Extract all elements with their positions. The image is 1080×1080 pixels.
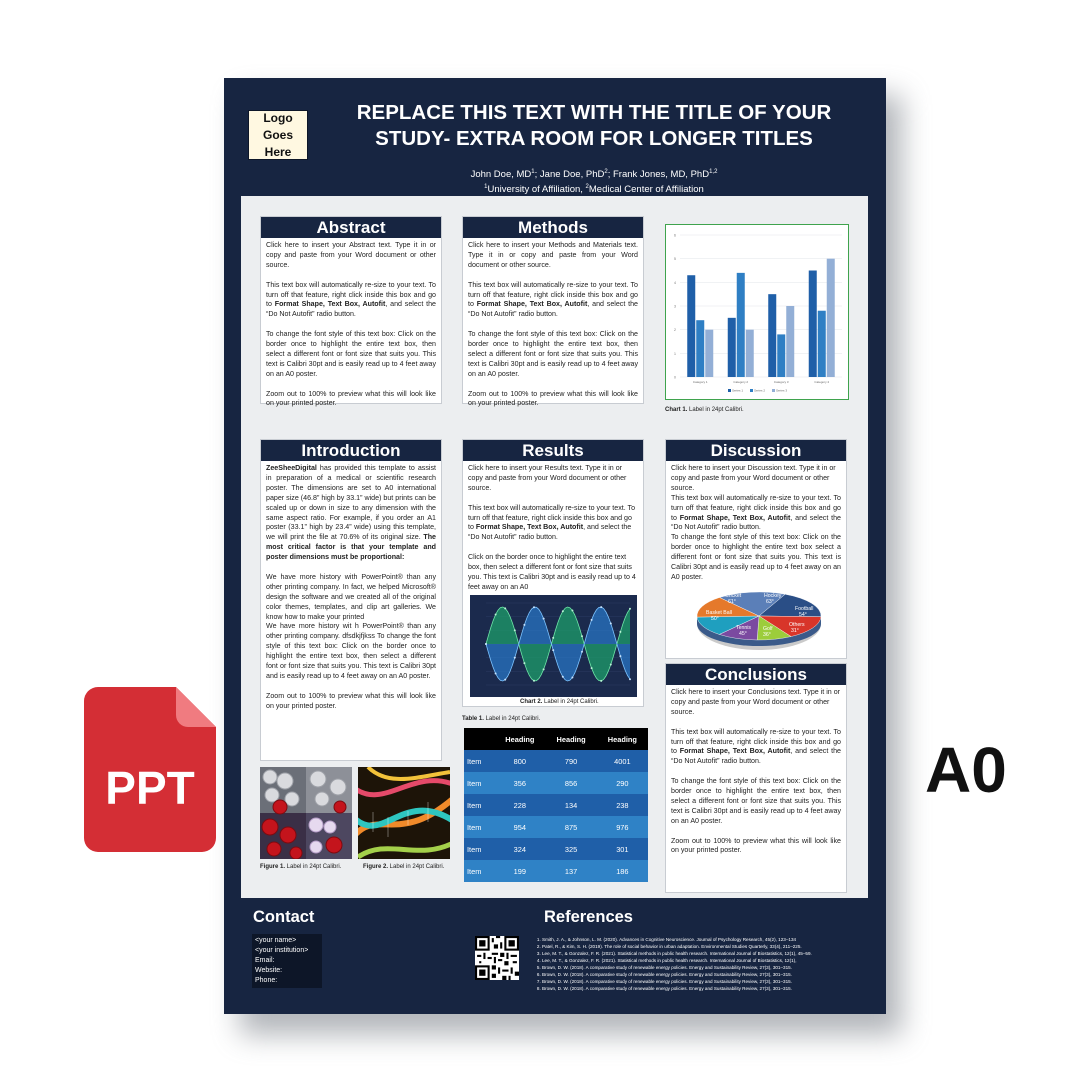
contact-heading: Contact <box>253 908 315 926</box>
poster-title[interactable]: REPLACE THIS TEXT WITH THE TITLE OF YOUR STUDY- EXTRA ROOM FOR LONGER TITLES <box>356 101 832 150</box>
bar-3-3 <box>786 306 794 377</box>
conclusions-heading: Conclusions <box>666 664 846 685</box>
y-tick-label: 4 <box>674 280 676 285</box>
contact-institution: <your institution> <box>255 947 309 954</box>
table-cell: Item <box>464 860 494 882</box>
pie-label-tennis: Tennis 45° <box>736 625 751 637</box>
wave-point <box>514 629 516 631</box>
authors-block[interactable] <box>324 166 864 196</box>
wave-point <box>600 680 602 682</box>
abstract-heading: Abstract <box>261 217 441 238</box>
wave-point <box>485 643 487 645</box>
chart2-caption: Chart 2. Label in 24pt Calibri. <box>520 699 599 705</box>
legend-label: Series 3 <box>776 388 788 393</box>
wave-point <box>629 608 631 610</box>
paper-size-label: A0 <box>925 734 1007 806</box>
wave-point <box>581 635 583 637</box>
x-tick-label: Category 2 <box>733 380 749 384</box>
reference-item: 6. Brown, D. W. (2018). A comparative study of renewable energy policies. Energy and Sustainability Review, 27(3), 301–315. <box>542 971 852 978</box>
table-cell: Item <box>464 794 494 816</box>
chart1-caption: Chart 1. Label in 24pt Calibri. <box>665 407 744 413</box>
table-cell: 301 <box>597 838 648 860</box>
table-cell: 976 <box>597 816 648 838</box>
results-table[interactable] <box>464 728 648 882</box>
wave-point <box>552 649 554 651</box>
contact-box[interactable] <box>252 934 322 988</box>
wave-point <box>552 637 554 639</box>
wave-point <box>562 676 564 678</box>
table-cell: Item <box>464 838 494 860</box>
discussion-body[interactable]: Click here to insert your Discussion text. Type it in or copy and paste from your Word document or other source. This text box will automatically re-size to your text. To turn off that feature, right click inside this box and go to Format Shape, Text Box, Autofit, and select the “Do Not Autofit” radio button. To change the font style of this text box: Click on the border once to highlight the entire text box select a different font or font size that suits you. This text is Calibri 30pt and is easily read up to 4 feet away on an A0 poster. <box>671 464 841 581</box>
methods-heading: Methods <box>463 217 643 238</box>
table-cell: 4001 <box>597 750 648 772</box>
reference-item: 8. Brown, D. W. (2018). A comparative study of renewable energy policies. Energy and Sustainability Review, 27(3), 301–315. <box>542 985 852 992</box>
ppt-label: PPT <box>105 762 195 814</box>
table-cell: 324 <box>494 838 545 860</box>
wave-point <box>495 672 497 674</box>
wave-point <box>571 676 573 678</box>
figure2-caption: Figure 2. Label in 24pt Calibri. <box>363 864 445 870</box>
bar-2-3 <box>746 330 754 377</box>
introduction-section[interactable] <box>260 439 442 761</box>
table-cell: 199 <box>494 860 545 882</box>
pie-label-basketball: Basket Ball 50° <box>706 610 732 622</box>
pie-label-cricket: Cricket 61° <box>725 593 742 605</box>
abstract-body[interactable]: Click here to insert your Abstract text. Type it in or copy and paste from your Word document or other source. This text box will automatically re-size to your text. To turn off that feature, right click inside this box and go to Format Shape, Text Box, Autofit, and select the “Do Not Autofit” radio button. To change the font style of this text box: Click on the border once to highlight the entire text box, then select a different font or font size that suits you. This text is Calibri 30pt and is easily read up to 4 feet away on an A0 poster. Zoom out to 100% to preview what this will look like on your printed poster. <box>266 241 436 408</box>
table-header-row <box>464 728 648 750</box>
introduction-heading: Introduction <box>261 440 441 461</box>
wave-point <box>610 663 612 665</box>
poster-footer <box>224 898 886 1014</box>
wave-point <box>619 631 621 633</box>
table-header-cell: Heading <box>545 728 596 750</box>
reference-item: 7. Brown, D. W. (2018). A comparative study of renewable energy policies. Energy and Sustainability Review, 27(3), 301–315. <box>542 978 852 985</box>
wave-chart-frame[interactable] <box>470 595 637 697</box>
y-tick-label: 3 <box>674 304 676 309</box>
table-cell: 134 <box>545 794 596 816</box>
table-cell: 186 <box>597 860 648 882</box>
bar-1-1 <box>687 275 695 377</box>
table-cell: 356 <box>494 772 545 794</box>
table-row[interactable] <box>464 816 648 838</box>
legend-swatch <box>772 389 775 392</box>
table-row[interactable] <box>464 838 648 860</box>
wave-chart <box>470 595 637 697</box>
contact-phone: Phone: <box>255 977 278 984</box>
conclusions-section[interactable] <box>665 663 847 893</box>
table-row[interactable] <box>464 794 648 816</box>
x-tick-label: Category 4 <box>814 380 830 384</box>
reference-item: 1. Smith, J. A., & Johnson, L. M. (2020). Advances in Cognitive Neuroscience. Journal of Psychology Research, 45(2), 123–134 <box>542 936 852 943</box>
references-list <box>528 936 852 992</box>
table-cell: 790 <box>545 750 596 772</box>
results-heading: Results <box>463 440 643 461</box>
table-cell: 290 <box>597 772 648 794</box>
wave-point <box>619 655 621 657</box>
legend-label: Series 1 <box>732 388 744 393</box>
introduction-body[interactable]: ZeeSheeDigital has provided this template to assist in preparation of a medical or scientific research poster. The dimensions are set to A0 international paper size (46.8” high by 33.1” wide) but prints can be scaled up or down in size to any dimension with the same aspect ratio. For example, if you order an A1 poster (33.1” high by 23.4” wide) using this template, we will print the file at 70.6% of its original size. The most critical factor is that your template and poster dimensions must be proportional: We have more history with PowerPoint® than any other printing company. In fact, we helped Microsoft® design the software and we created all of the original color themes, templates, and clip art galleries. We know how to make your printed We have more history wit h PowerPoint® than any other printing company. dfsdkjfjkss To change the font style of this text box: Click on the border once to highlight the entire text box, then select a different font or font size that suits you. This text is Calibri 30pt and is easily read up to 4 feet away on an A0 poster. Zoom out to 100% to preview what this will look like on your printed poster. <box>266 464 436 710</box>
chart1-frame[interactable] <box>665 224 849 400</box>
bar-4-2 <box>818 311 826 377</box>
wave-point <box>504 679 506 681</box>
table-cell: 325 <box>545 838 596 860</box>
x-tick-label: Category 3 <box>773 380 789 384</box>
wave-point <box>533 680 535 682</box>
bar-2-1 <box>728 318 736 377</box>
pie-label-others: Others 31° <box>789 622 805 634</box>
wave-point <box>523 662 525 664</box>
table-cell: 137 <box>545 860 596 882</box>
table-row[interactable] <box>464 750 648 772</box>
table-cell: 228 <box>494 794 545 816</box>
logo-placeholder[interactable]: Logo Goes Here <box>248 110 308 160</box>
y-tick-label: 5 <box>674 257 676 262</box>
poster <box>224 78 886 1014</box>
affiliation-list: $^1$University of Affiliation, $^2$Medical Center of Affiliation <box>484 184 704 196</box>
table-cell: Item <box>464 750 494 772</box>
methods-body[interactable]: Click here to insert your Methods and Materials text. Type it in or copy and paste from your Word document or other source. This text box will automatically re-size to your text. To turn off that feature, right click inside this box and go to Format Shape, Text Box, Autofit, and select the “Do Not Autofit” radio button. To change the font style of this text box: Click on the border once to highlight the entire text box, then select a different font or font size that suits you. This text is Calibri 30pt and is easily read up to 4 feet away on an A0 poster. Zoom out to 100% to preview what this will look like on your printed poster. <box>468 241 638 408</box>
wave-point <box>591 667 593 669</box>
wave-point <box>571 610 573 612</box>
methods-section[interactable] <box>462 216 644 408</box>
wave-point <box>629 678 631 680</box>
table-cell: 856 <box>545 772 596 794</box>
poster-header <box>224 78 886 196</box>
table-cell: Item <box>464 816 494 838</box>
wave-point <box>581 651 583 653</box>
y-tick-label: 1 <box>674 351 676 356</box>
contact-email: Email: <box>255 957 275 964</box>
reference-item: 4. Lee, M. T., & Gonzalez, F. R. (2021). Statistical methods in public health research. International Journal of Biostatistics, 12(1), <box>542 957 852 964</box>
bar-1-2 <box>696 320 704 377</box>
wave-point <box>504 607 506 609</box>
wave-point <box>533 606 535 608</box>
wave-point <box>600 606 602 608</box>
bar-4-3 <box>827 259 835 377</box>
wave-point <box>591 619 593 621</box>
poster-body <box>241 196 868 898</box>
table1-caption: Table 1. Label in 24pt Calibri. <box>462 716 541 722</box>
table-row[interactable] <box>464 860 648 882</box>
table-cell: 954 <box>494 816 545 838</box>
conclusions-body[interactable]: Click here to insert your Conclusions text. Type it in or copy and paste from your Word document or other source. This text box will automatically re-size to your text. To turn off that feature, right click inside this box and go to Format Shape, Text Box, Autofit, and select the “Do Not Autofit” radio button. To change the font style of this text box: Click on the border once to highlight the entire text box, then select a different font or font size that suits you. This text is Calibri 30pt and is easily read up to 4 feet away on an A0 poster. Zoom out to 100% to preview what this will look like on your printed poster. <box>671 688 841 855</box>
discussion-heading: Discussion <box>666 440 846 461</box>
table-header-cell: Heading <box>597 728 648 750</box>
bar-2-2 <box>737 273 745 377</box>
bar-4-1 <box>809 271 817 378</box>
wave-point <box>543 618 545 620</box>
legend-swatch <box>728 389 731 392</box>
table-cell: 238 <box>597 794 648 816</box>
qr-code[interactable] <box>475 936 519 980</box>
pie-chart[interactable] <box>692 584 826 656</box>
figure1-caption: Figure 1. Label in 24pt Calibri. <box>260 864 342 870</box>
pie-label-football: Football 54° <box>795 606 814 618</box>
wave-point <box>523 624 525 626</box>
pie-label-golf: Golf 36° <box>763 626 773 638</box>
table-cell: 800 <box>494 750 545 772</box>
y-tick-label: 2 <box>674 328 676 333</box>
wave-point <box>562 610 564 612</box>
legend-label: Series 2 <box>754 388 766 393</box>
abstract-section[interactable] <box>260 216 442 408</box>
bar-3-2 <box>777 334 785 377</box>
reference-item: 3. Lee, M. T., & Gonzalez, F. R. (2021). Statistical methods in public health research. International Journal of Biostatistics, 12(1), 45–59. <box>542 950 852 957</box>
wave-point <box>495 614 497 616</box>
legend-swatch <box>750 389 753 392</box>
pie-label-hockey: Hockey 63° <box>764 593 782 605</box>
figure2-dna-image[interactable] <box>358 767 450 859</box>
bar-3-1 <box>768 294 776 377</box>
table-header-cell: Heading <box>494 728 545 750</box>
table-row[interactable] <box>464 772 648 794</box>
bar-1-3 <box>705 330 713 377</box>
table-header-cell <box>464 728 494 750</box>
y-tick-label: 0 <box>674 375 676 380</box>
wave-point <box>514 657 516 659</box>
table-cell: 875 <box>545 816 596 838</box>
table-cell: Item <box>464 772 494 794</box>
wave-point <box>543 668 545 670</box>
x-tick-label: Category 1 <box>692 380 708 384</box>
author-list: John Doe, $MD^1$; Jane Doe, PhD$^2$; Frank Jones, MD, PhD$^{1,2}$ <box>470 169 718 181</box>
contact-website: Website: <box>255 967 283 974</box>
reference-item: 2. Patel, R., & Kim, S. H. (2019). The role of social behavior in urban adaptation. Environmental Studies Quarterly, 33(4), 211–225. <box>542 943 852 950</box>
reference-item: 5. Brown, D. W. (2018). A comparative study of renewable energy policies. Energy and Sustainability Review, 27(3), 301–315. <box>542 964 852 971</box>
figure1-blood-cells-image[interactable] <box>260 767 352 859</box>
contact-name: <your name> <box>255 937 297 944</box>
results-body[interactable]: Click here to insert your Results text. Type it in or copy and paste from your Word document or other source. This text box will automatically re-size to your text. To turn off that feature, right click inside this box and go to Format Shape, Text Box, Autofit, and select the “Do Not Autofit” radio button. Click on the border once to highlight the entire text box, then select a different font or font size that suits you. This text is Calibri 30pt and is easily read up to 4 feet away on an A0 <box>468 464 636 591</box>
references-heading: References <box>544 908 633 926</box>
bar-chart <box>666 225 848 399</box>
y-tick-label: 6 <box>674 233 676 238</box>
wave-point <box>610 623 612 625</box>
